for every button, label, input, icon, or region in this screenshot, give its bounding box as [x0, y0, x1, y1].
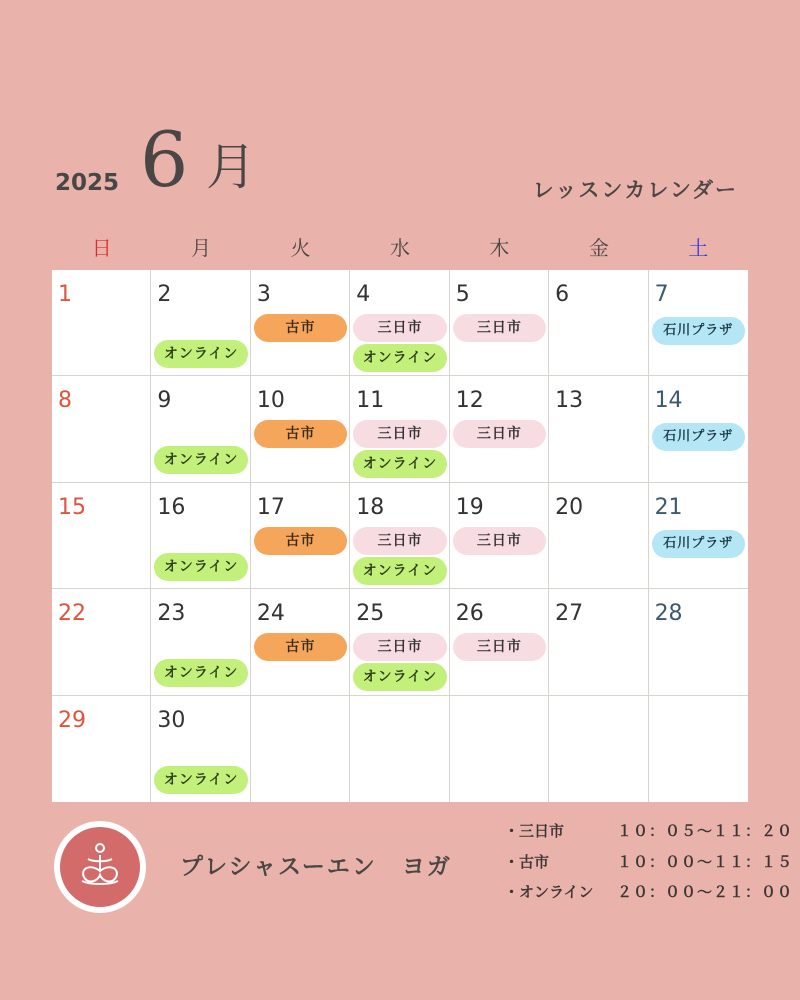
day-number: 23	[157, 601, 186, 627]
schedule-label: ・オンライン	[504, 883, 594, 901]
calendar-cell	[151, 589, 250, 695]
calendar-cell	[350, 270, 449, 376]
calendar-cell	[251, 483, 350, 589]
day-number: 16	[157, 494, 186, 520]
day-number: 28	[654, 601, 683, 627]
day-number: 12	[455, 388, 484, 414]
weekday-wed: 水	[389, 236, 410, 260]
day-number: 26	[455, 601, 484, 627]
schedule-label: ・古市	[504, 853, 550, 871]
month-label: 月	[206, 138, 256, 196]
calendar-cell	[52, 696, 151, 802]
calendar-cell	[151, 483, 250, 589]
calendar-cell	[549, 696, 648, 802]
day-number: 5	[455, 282, 470, 307]
event-badge: 三日市	[353, 314, 446, 342]
calendar-cell	[450, 696, 549, 802]
event-badge: 三日市	[353, 420, 446, 448]
calendar-cell	[549, 376, 648, 482]
day-number: 11	[356, 388, 385, 414]
calendar-cell	[450, 589, 549, 695]
weekday-thu: 木	[489, 236, 510, 260]
event-badge: 古市	[254, 527, 347, 555]
event-badge: 三日市	[453, 420, 546, 448]
calendar-cell	[52, 270, 151, 376]
day-number: 24	[256, 601, 285, 627]
day-number: 10	[256, 388, 285, 414]
event-badge: オンライン	[353, 557, 446, 585]
calendar-cell	[350, 376, 449, 482]
day-number: 30	[157, 707, 186, 733]
weekday-header	[52, 232, 748, 262]
event-badge: 石川プラザ	[652, 530, 745, 558]
event-badge: オンライン	[154, 659, 247, 687]
calendar-cell	[450, 270, 549, 376]
day-number: 18	[356, 494, 385, 520]
calendar-cell	[649, 483, 748, 589]
event-badge: オンライン	[353, 663, 446, 691]
event-badge: 三日市	[453, 527, 546, 555]
day-number: 4	[356, 282, 371, 307]
event-badge: オンライン	[353, 344, 446, 372]
calendar-cell	[350, 483, 449, 589]
calendar-cell	[649, 696, 748, 802]
weekday-fri: 金	[588, 236, 609, 260]
calendar-cell	[52, 483, 151, 589]
calendar-cell	[251, 589, 350, 695]
event-badge: 三日市	[453, 633, 546, 661]
calendar-cell	[549, 483, 648, 589]
day-number: 20	[555, 494, 584, 520]
day-number: 8	[58, 388, 72, 414]
schedule-time: １０：００〜１１：１５	[617, 853, 794, 871]
schedule-time: ２０：００〜２１：００	[617, 883, 794, 901]
day-number: 3	[256, 282, 271, 307]
event-badge: 石川プラザ	[652, 423, 745, 451]
event-badge: 古市	[254, 633, 347, 661]
day-number: 19	[455, 494, 484, 520]
year: 2025	[55, 170, 120, 196]
weekday-sat: 土	[688, 236, 709, 260]
logo	[54, 821, 146, 913]
event-badge: 古市	[254, 314, 347, 342]
calendar-cell	[649, 376, 748, 482]
event-badge: オンライン	[154, 340, 247, 368]
day-number: 13	[555, 388, 584, 414]
calendar-cell	[549, 589, 648, 695]
event-badge: 三日市	[453, 314, 546, 342]
event-badge: 石川プラザ	[652, 317, 745, 345]
event-badge: 古市	[254, 420, 347, 448]
calendar-cell	[151, 376, 250, 482]
calendar-cell	[450, 376, 549, 482]
day-number: 14	[654, 388, 683, 414]
day-number: 9	[157, 388, 172, 414]
brand-name: プレシャスーエン ヨガ	[180, 854, 452, 880]
schedule-label: ・三日市	[504, 822, 565, 840]
day-number: 6	[555, 282, 570, 307]
day-number: 2	[157, 282, 172, 307]
weekday-sun: 日	[91, 236, 112, 260]
day-number: 7	[654, 282, 669, 307]
event-badge: オンライン	[154, 766, 247, 794]
event-badge: オンライン	[154, 446, 247, 474]
weekday-tue: 火	[290, 236, 311, 260]
calendar-cell	[649, 270, 748, 376]
calendar-cell	[450, 483, 549, 589]
yoga-meditation-icon	[60, 827, 140, 907]
weekday-mon: 月	[191, 236, 212, 260]
calendar-cell	[52, 589, 151, 695]
month-number: 6	[140, 115, 189, 204]
day-number: 1	[58, 282, 72, 307]
day-number: 21	[654, 494, 683, 520]
schedule-time: １０：０５〜１１：２０	[617, 822, 794, 840]
event-badge: オンライン	[353, 450, 446, 478]
day-number: 25	[356, 601, 385, 627]
calendar-cell	[549, 270, 648, 376]
calendar-cell	[151, 270, 250, 376]
calendar-cell	[52, 376, 151, 482]
day-number: 17	[256, 494, 285, 520]
day-number: 22	[58, 601, 86, 627]
day-number: 27	[555, 601, 584, 627]
event-badge: 三日市	[353, 633, 446, 661]
event-badge: 三日市	[353, 527, 446, 555]
calendar-cell	[350, 696, 449, 802]
calendar-cell	[151, 696, 250, 802]
calendar-cell	[251, 270, 350, 376]
page-title: レッスンカレンダー	[532, 178, 738, 202]
calendar-cell	[251, 376, 350, 482]
day-number: 15	[58, 494, 86, 520]
day-number: 29	[58, 707, 86, 733]
calendar-grid	[52, 270, 748, 802]
event-badge: オンライン	[154, 553, 247, 581]
calendar-cell	[350, 589, 449, 695]
calendar-cell	[649, 589, 748, 695]
calendar-cell	[251, 696, 350, 802]
